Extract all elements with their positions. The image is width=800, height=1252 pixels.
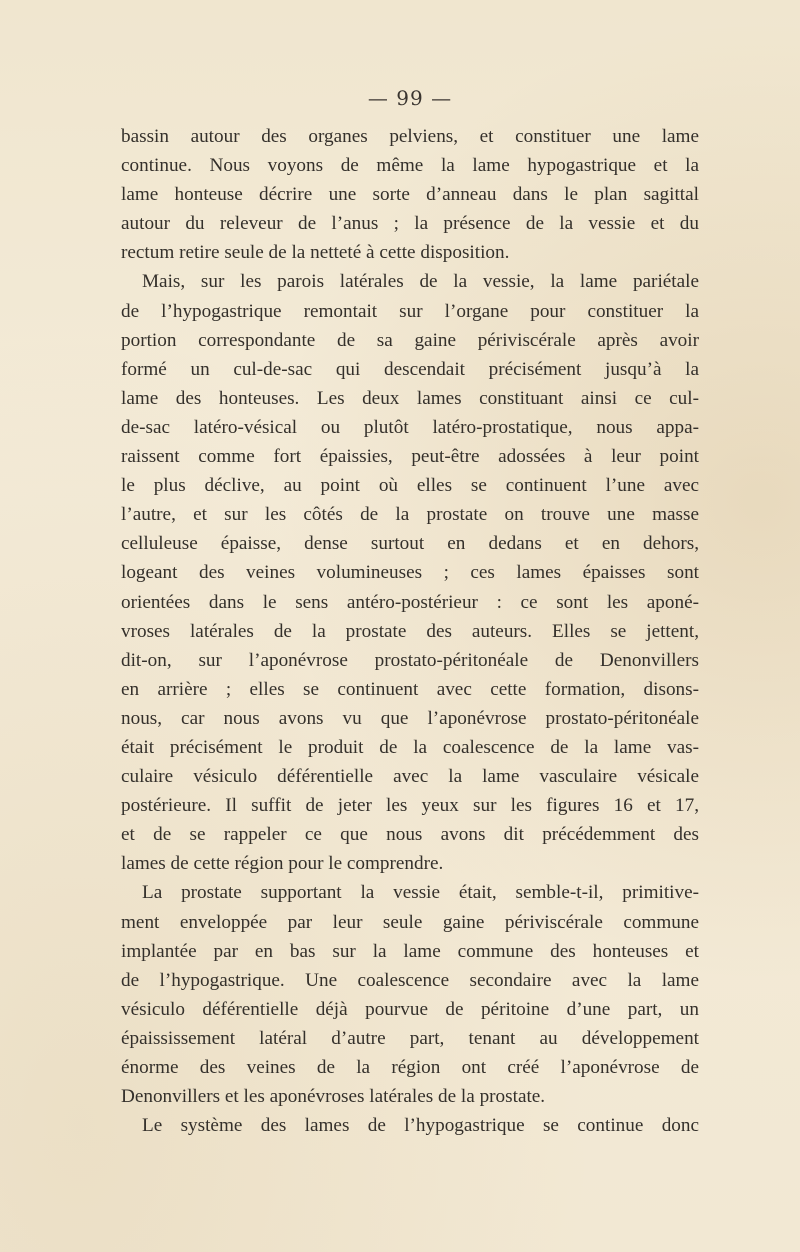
body-text — [121, 122, 699, 1140]
text-line: autour du releveur de l’anus ; la présence de la vessie et du — [121, 213, 699, 235]
text-line: vésiculo déférentielle déjà pourvue de péritoine d’une part, un — [121, 998, 699, 1020]
text-line: lame des honteuses. Les deux lames constituant ainsi ce cul- — [121, 387, 699, 409]
text-line: culaire vésiculo déférentielle avec la lame vasculaire vésicale — [121, 766, 699, 788]
text-line: postérieure. Il suffit de jeter les yeux sur les figures 16 et 17, — [121, 795, 699, 817]
text-line: celluleuse épaisse, dense surtout en dedans et en dehors, — [121, 533, 699, 555]
text-line: Denonvillers et les aponévroses latérales de la prostate. — [121, 1086, 546, 1108]
text-line: logeant des veines volumineuses ; ces lames épaisses sont — [121, 562, 699, 584]
text-line: l’autre, et sur les côtés de la prostate on trouve une masse — [121, 504, 699, 526]
text-line: raissent comme fort épaissies, peut-être adossées à leur point — [121, 446, 699, 468]
text-line: portion correspondante de sa gaine périviscérale après avoir — [121, 329, 699, 351]
text-line: le plus déclive, au point où elles se continuent l’une avec — [121, 475, 699, 497]
text-line: épaississement latéral d’autre part, tenant au développement — [121, 1027, 699, 1049]
text-line: énorme des veines de la région ont créé l’aponévrose de — [121, 1057, 699, 1078]
text-line: formé un cul-de-sac qui descendait précisément jusqu’à la — [121, 358, 699, 380]
text-line: de-sac latéro-vésical ou plutôt latéro-prostatique, nous appa- — [121, 416, 699, 438]
text-line: en arrière ; elles se continuent avec cette formation, disons- — [121, 678, 699, 700]
text-line: bassin autour des organes pelviens, et constituer une lame — [121, 126, 699, 147]
text-line: de l’hypogastrique. Une coalescence secondaire avec la lame — [121, 969, 699, 991]
text-line: ment enveloppée par leur seule gaine périviscérale commune — [121, 911, 699, 933]
text-line: nous, car nous avons vu que l’aponévrose prostato-péritonéale — [121, 707, 699, 729]
text-line: de l’hypogastrique remontait sur l’organe pour constituer la — [121, 300, 699, 322]
text-line: rectum retire seule de la netteté à cette disposition. — [121, 242, 510, 264]
page-number: — 99 — — [367, 86, 453, 110]
text-line: vroses latérales de la prostate des auteurs. Elles se jettent, — [121, 620, 699, 642]
text-line: continue. Nous voyons de même la lame hypogastrique et la — [121, 155, 699, 177]
text-line: lames de cette région pour le comprendre. — [121, 853, 444, 875]
text-line: Mais, sur les parois latérales de la vessie, la lame pariétale — [142, 271, 699, 293]
text-line: La prostate supportant la vessie était, semble-t-il, primitive- — [142, 882, 699, 904]
text-line: implantée par en bas sur la lame commune des honteuses et — [121, 940, 699, 962]
text-line: et de se rappeler ce que nous avons dit précédemment des — [121, 824, 699, 846]
text-line: lame honteuse décrire une sorte d’anneau dans le plan sagittal — [121, 184, 699, 206]
text-line: dit-on, sur l’aponévrose prostato-péritonéale de Denonvillers — [121, 649, 699, 671]
text-line: Le système des lames de l’hypogastrique se continue donc — [142, 1115, 699, 1137]
text-line: orientées dans le sens antéro-postérieur : ce sont les aponé- — [121, 591, 699, 613]
text-line: était précisément le produit de la coalescence de la lame vas- — [121, 736, 699, 758]
